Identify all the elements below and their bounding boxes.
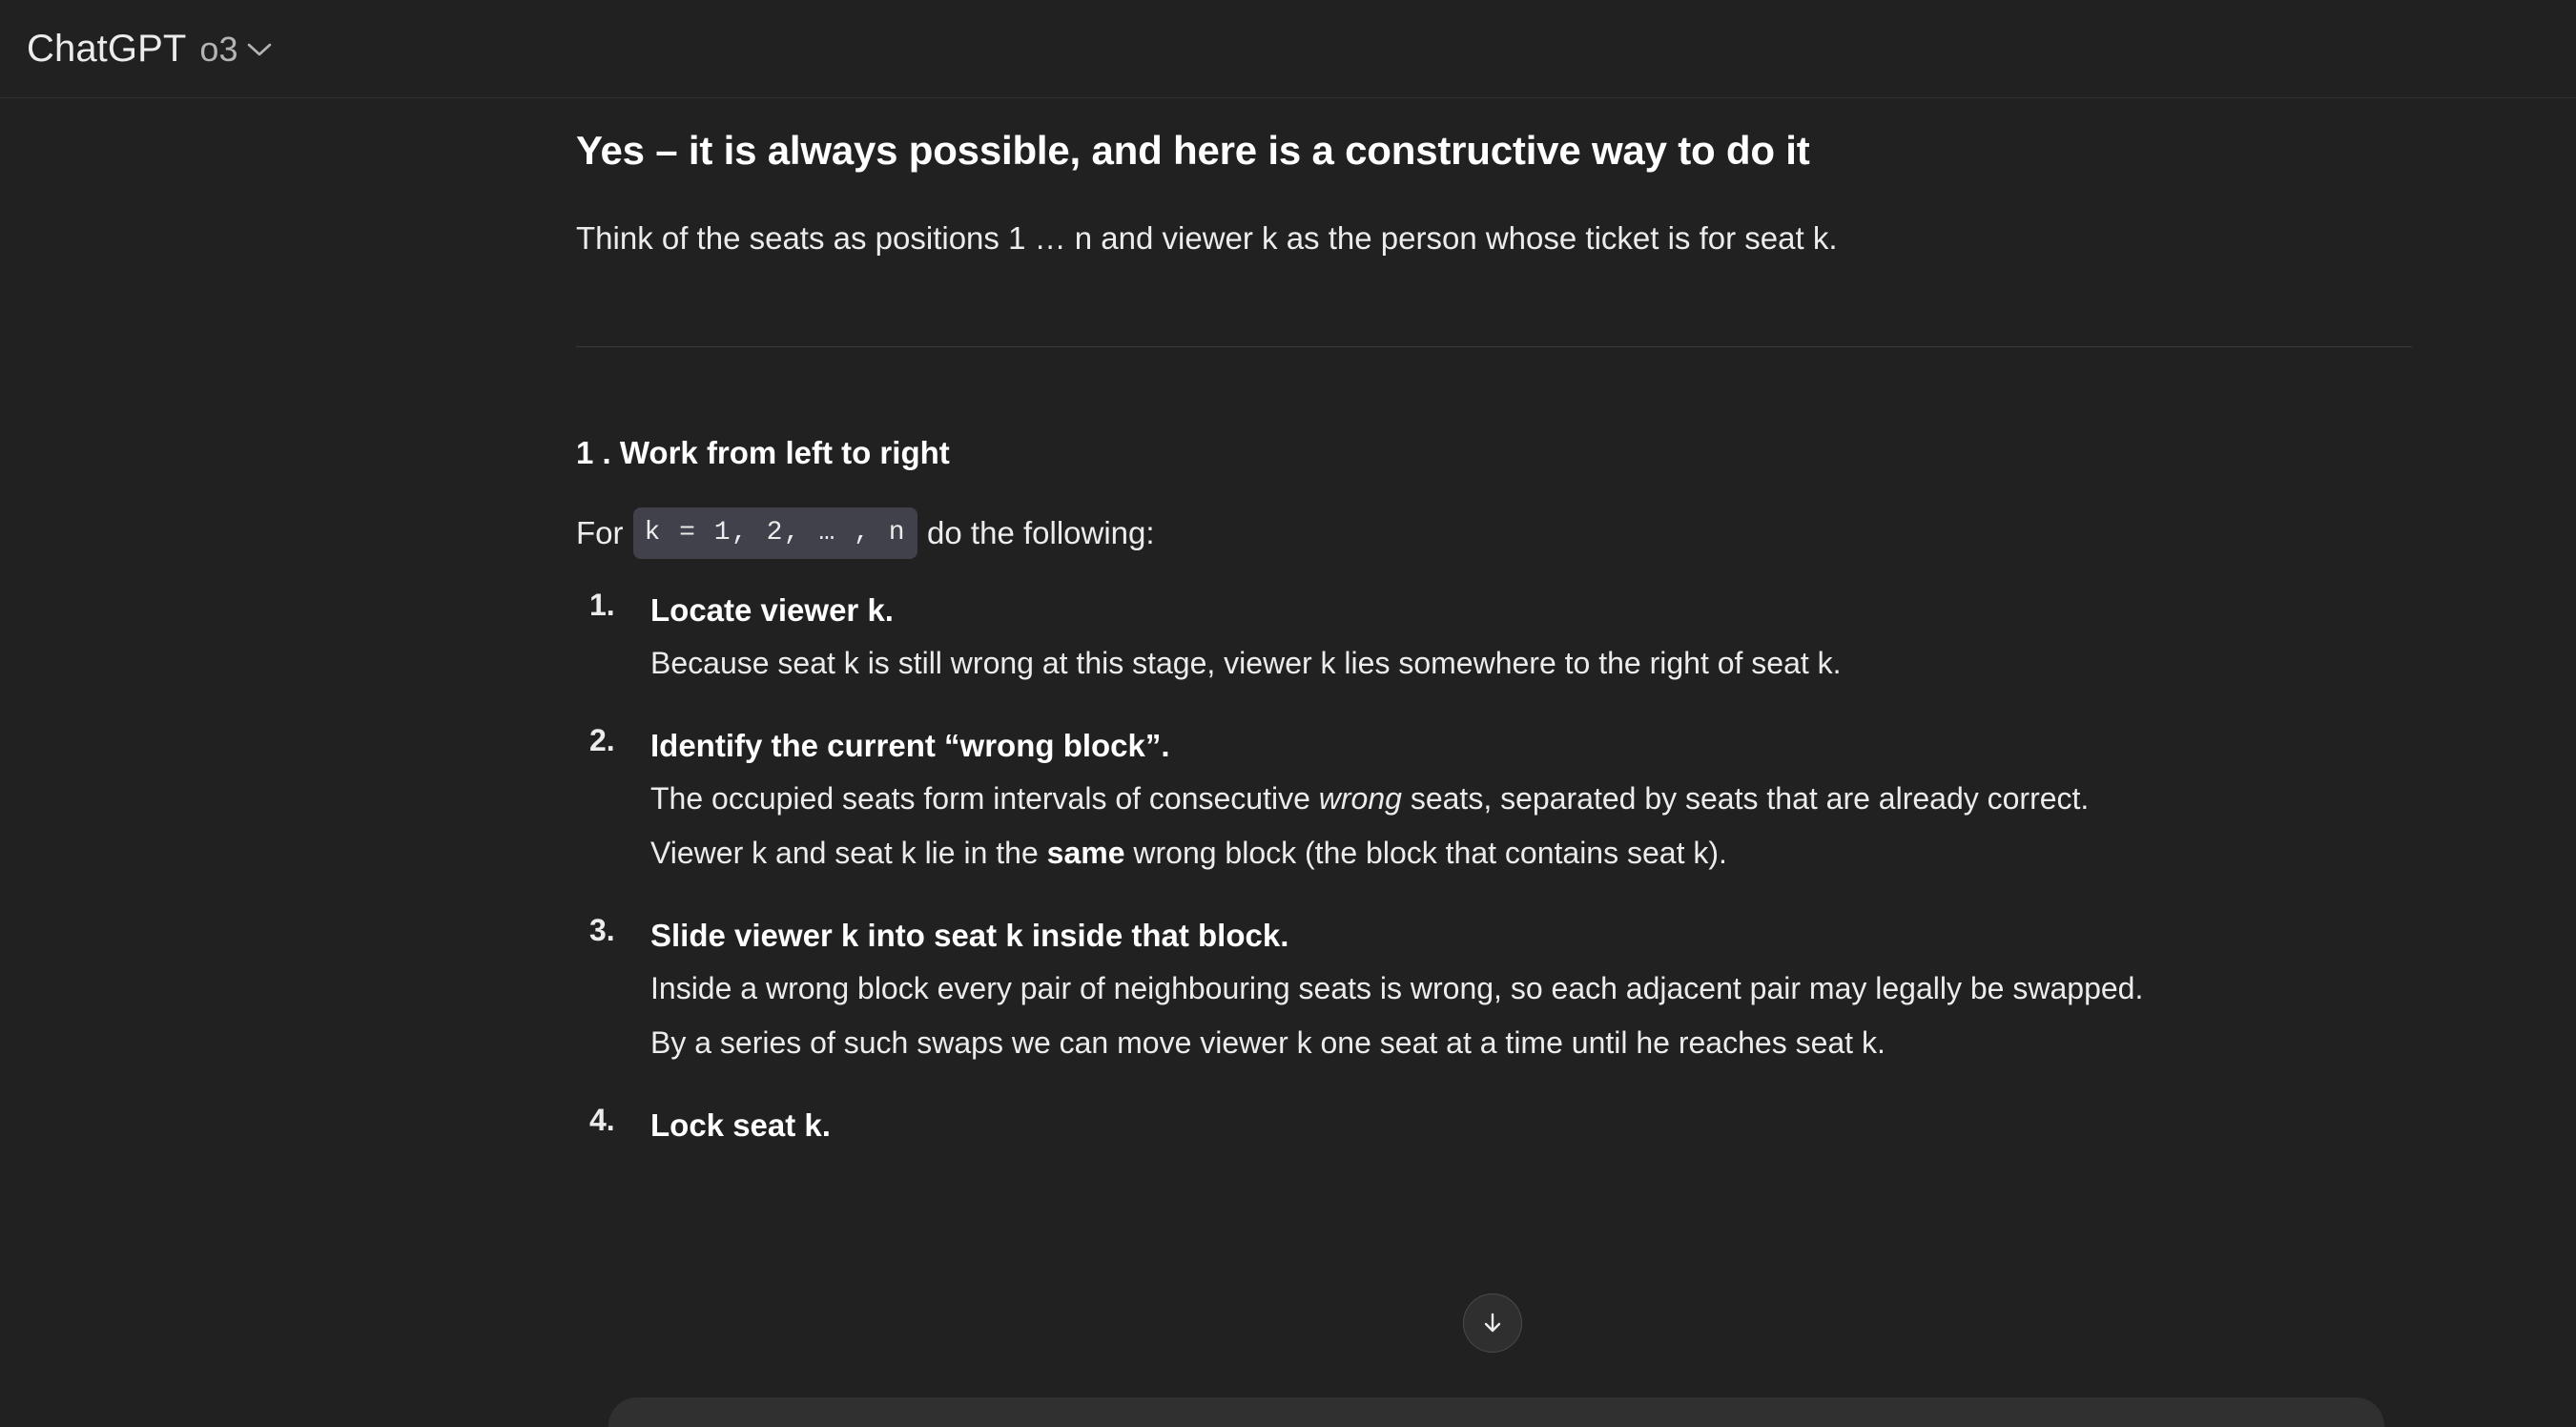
step-heading: Locate viewer k. [650, 591, 894, 628]
model-name-label: o3 [199, 29, 238, 69]
list-item [650, 588, 2417, 687]
step-heading: Slide viewer k into seat k inside that block. [650, 918, 1289, 954]
steps-list [576, 588, 2417, 1148]
chevron-down-icon [247, 42, 272, 62]
inline-code: k = 1, 2, … , n [633, 507, 918, 559]
section-heading-text: Work from left to right [619, 434, 950, 470]
step-text: The occupied seats form intervals of consecutive wrong seats, separated by seats that are already correct. [650, 781, 2090, 817]
step-text: Viewer k and seat k lie in the same wrong block (the block that contains seat k). [650, 835, 1727, 870]
list-item [650, 723, 2417, 877]
conversation-scroll-area[interactable] [0, 98, 2576, 1427]
brand-label: ChatGPT [27, 27, 187, 70]
answer-intro: Think of the seats as positions 1 … n and viewer k as the person whose ticket is for seat k. [576, 219, 1838, 256]
step-text: By a series of such swaps we can move viewer k one seat at a time until he reaches seat k. [650, 1024, 1886, 1060]
step-heading: Lock seat k. [650, 1107, 831, 1144]
top-bar [0, 0, 2576, 98]
list-item [650, 1103, 2417, 1148]
assistant-message [576, 98, 2417, 1148]
list-item [650, 913, 2417, 1066]
answer-title: Yes – it is always possible, and here is a constructive way to do it [576, 128, 1810, 173]
for-prefix: For [576, 514, 624, 550]
section-number: 1 . [576, 434, 611, 470]
section-heading [576, 435, 2417, 471]
step-heading: Identify the current “wrong block”. [650, 728, 1170, 764]
step-text: Inside a wrong block every pair of neighbouring seats is wrong, so each adjacent pair may legally be swapped. [650, 971, 2144, 1006]
arrow-down-icon [1478, 1309, 1507, 1337]
step-text: Because seat k is still wrong at this stage, viewer k lies somewhere to the right of seat k. [650, 645, 1842, 680]
section-divider [576, 346, 2412, 347]
scroll-to-bottom-button[interactable] [1463, 1293, 1522, 1353]
for-suffix: do the following: [927, 514, 1155, 550]
message-composer[interactable] [608, 1397, 2384, 1427]
model-switcher-button[interactable] [17, 22, 281, 76]
for-loop-line [576, 507, 2417, 559]
